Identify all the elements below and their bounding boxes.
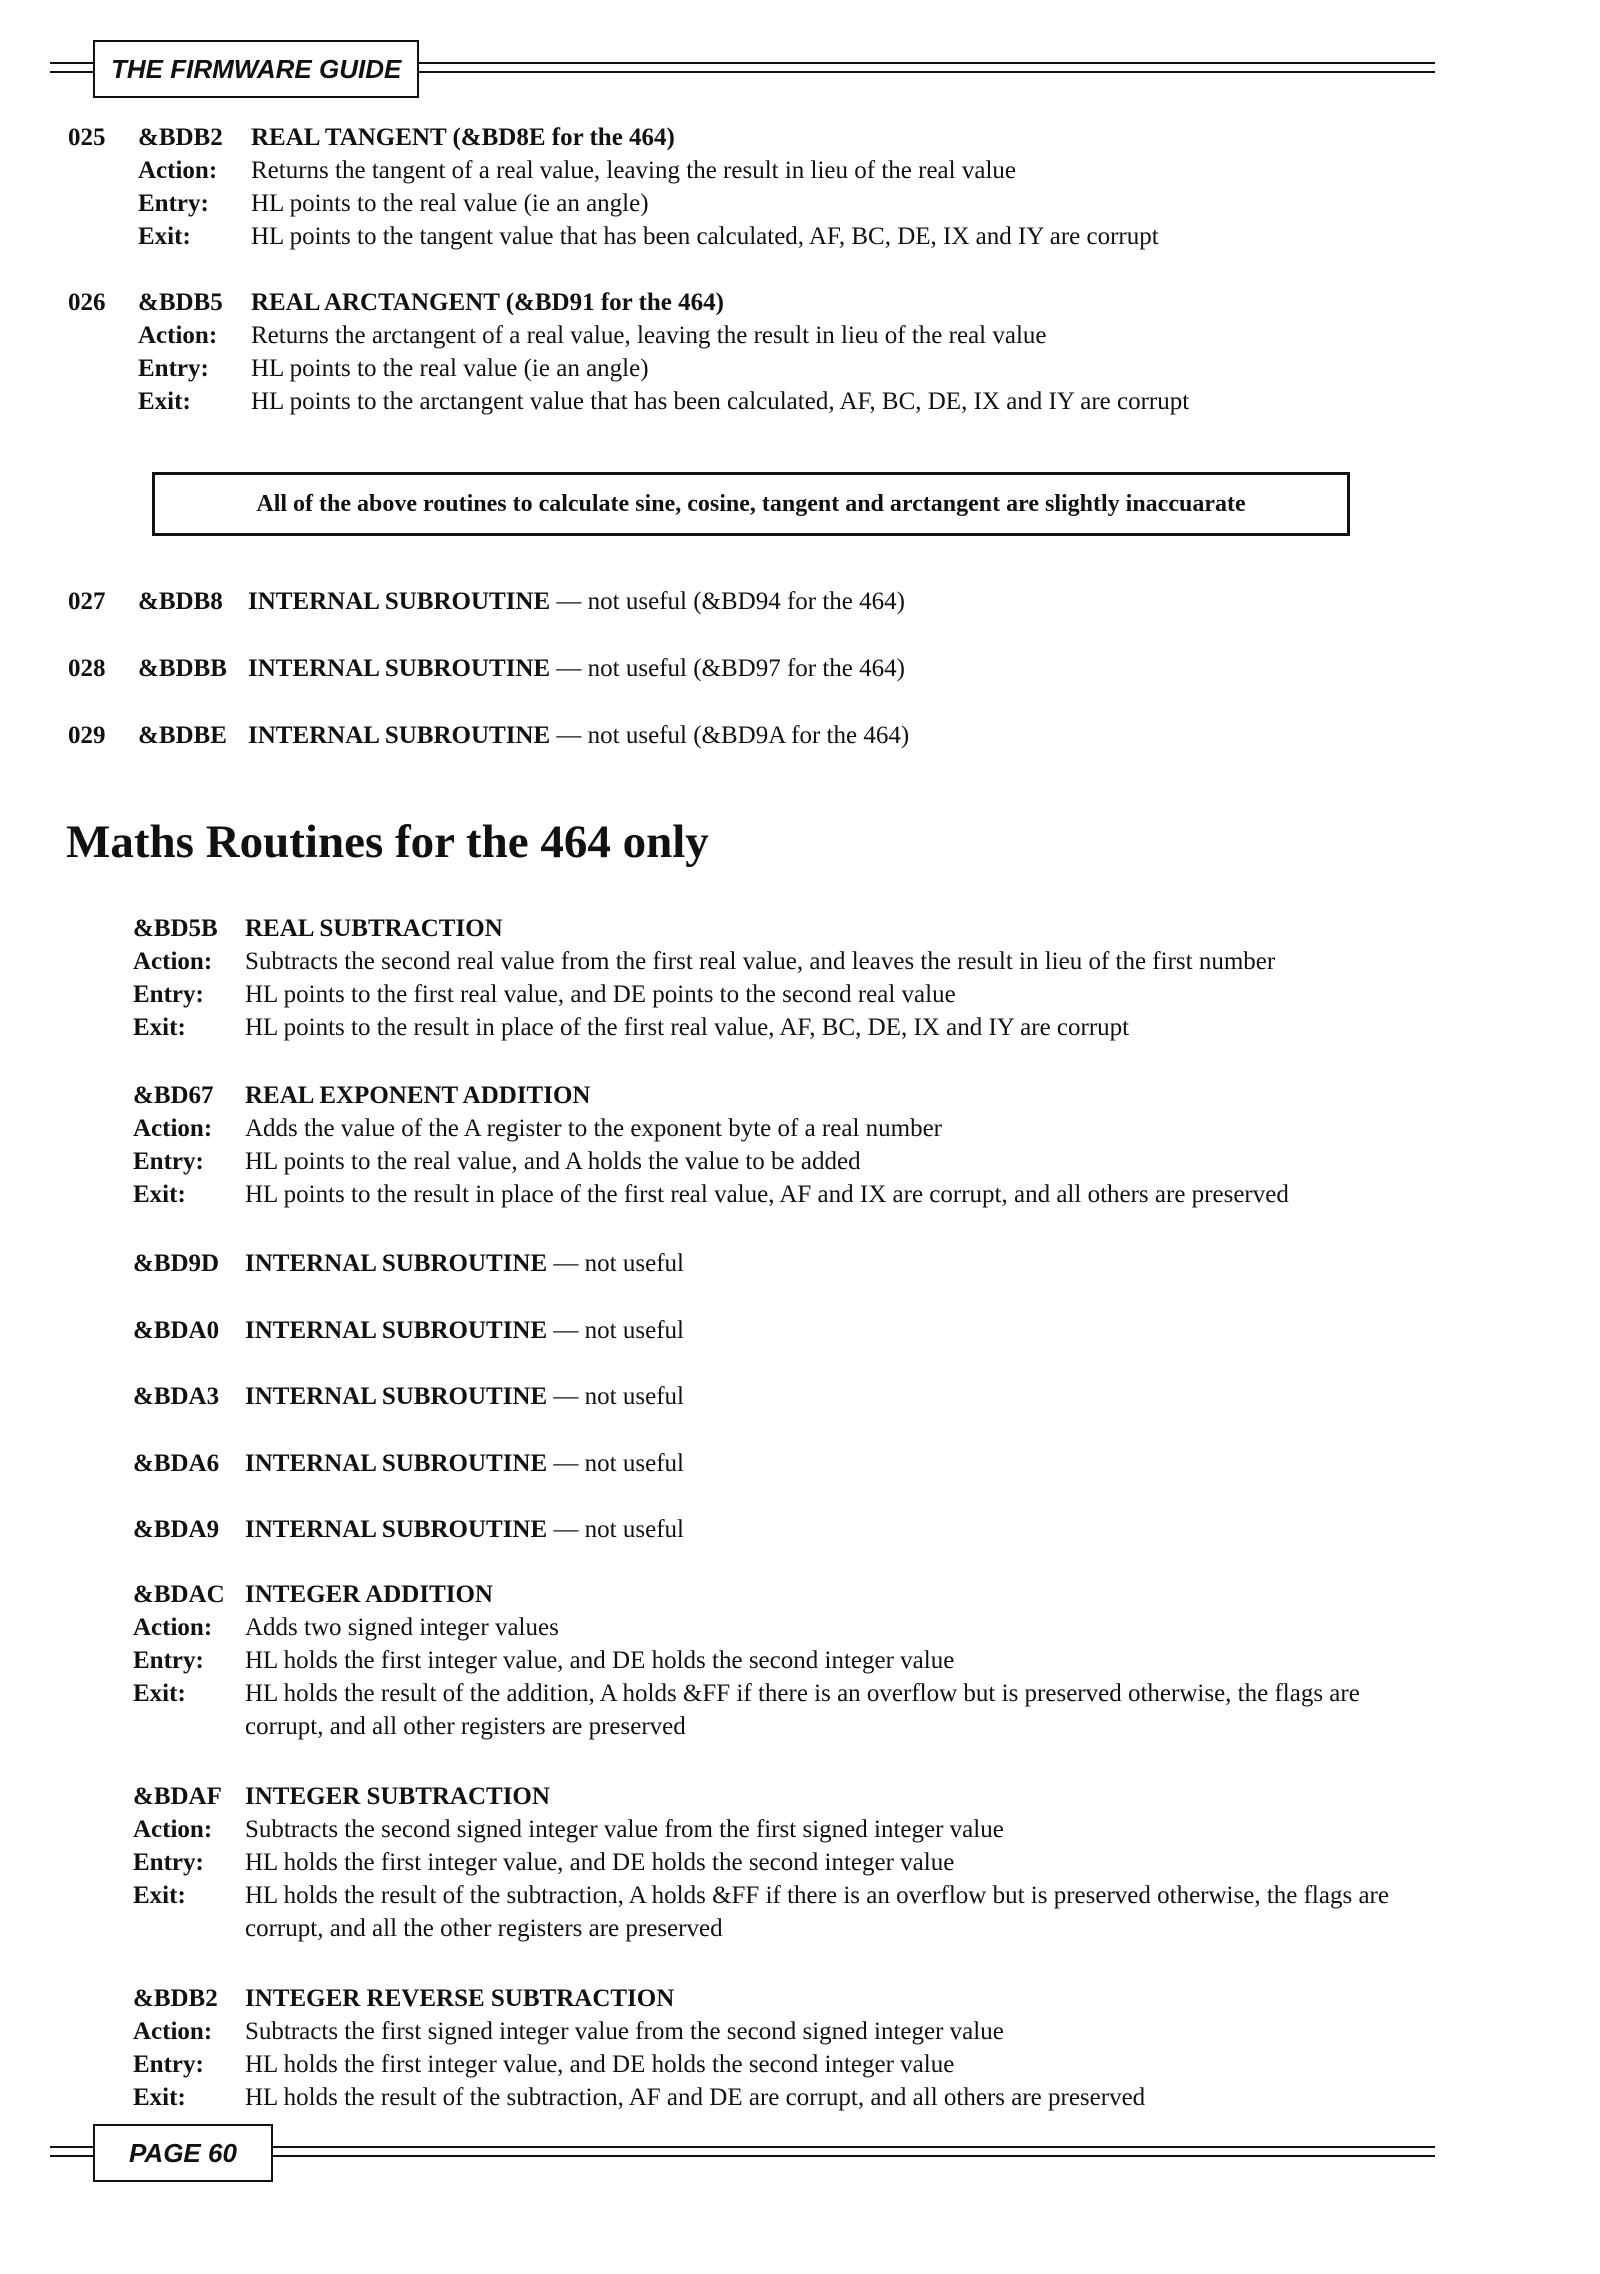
action-label: Action: (138, 157, 218, 184)
entry-text: HL holds the first integer value, and DE holds the second integer value (245, 2051, 955, 2078)
action-label: Action: (138, 322, 218, 349)
entry-bd67 (133, 1079, 1443, 1211)
entry-text: HL points to the first real value, and DE points to the second real value (245, 981, 956, 1008)
exit-label: Exit: (138, 223, 191, 250)
action-text: Returns the arctangent of a real value, leaving the result in lieu of the real value (251, 322, 1047, 349)
exit-label: Exit: (133, 2084, 186, 2111)
entry-title: REAL SUBTRACTION (245, 915, 503, 942)
entry-title: INTEGER ADDITION (245, 1581, 493, 1608)
entry-address: &BD5B (133, 915, 218, 942)
header-title: THE FIRMWARE GUIDE (93, 40, 419, 98)
entry-title: INTERNAL SUBROUTINE — not useful (245, 1450, 684, 1477)
entry-label: Entry: (133, 1849, 204, 1876)
entry-text: HL holds the first integer value, and DE holds the second integer value (245, 1647, 955, 1674)
exit-label: Exit: (138, 388, 191, 415)
entry-label: Entry: (133, 2051, 204, 2078)
entry-title: INTEGER SUBTRACTION (245, 1783, 550, 1810)
entry-note: — not useful (553, 1383, 684, 1410)
action-label: Action: (133, 1614, 213, 1641)
entry-address: &BDAC (133, 1581, 225, 1608)
entry-address: &BD67 (133, 1082, 214, 1109)
entry-number: 028 (68, 655, 106, 682)
action-text: Returns the tangent of a real value, leaving the result in lieu of the real value (251, 157, 1016, 184)
entry-026 (68, 286, 1438, 418)
entry-title: INTERNAL SUBROUTINE — not useful (245, 1317, 684, 1344)
action-text: Adds the value of the A register to the exponent byte of a real number (245, 1115, 943, 1142)
entry-bd5b (133, 912, 1443, 1044)
entry-note: — not useful (553, 1450, 684, 1477)
action-text: Subtracts the second signed integer value from the first signed integer value (245, 1816, 1004, 1843)
entry-title: INTERNAL SUBROUTINE — not useful (&BD94 for the 464) (248, 588, 905, 615)
entry-address: &BDBB (138, 655, 227, 682)
exit-label: Exit: (133, 1680, 186, 1707)
entry-label: Entry: (138, 355, 209, 382)
entry-text: HL points to the real value (ie an angle) (251, 355, 649, 382)
entry-number: 025 (68, 124, 106, 151)
exit-text: HL holds the result of the subtraction, A holds &FF if there is an overflow but is preserved otherwise, the flags are corrupt, and all the other registers are preserved (245, 1882, 1389, 1942)
entry-title: INTERNAL SUBROUTINE — not useful (245, 1383, 684, 1410)
entry-note: — not useful (&BD9A for the 464) (556, 722, 910, 749)
entry-title: REAL EXPONENT ADDITION (245, 1082, 591, 1109)
entry-address: &BDB5 (138, 289, 223, 316)
action-label: Action: (133, 948, 213, 975)
entry-note: — not useful (&BD97 for the 464) (556, 655, 905, 682)
exit-label: Exit: (133, 1181, 186, 1208)
action-text: Subtracts the second real value from the first real value, and leaves the result in lieu of the first number (245, 948, 1276, 975)
entry-label: Entry: (133, 1148, 204, 1175)
entry-label: Entry: (133, 981, 204, 1008)
entry-025 (68, 121, 1438, 253)
entry-address: &BDB2 (133, 1985, 218, 2012)
entry-address: &BDA3 (133, 1383, 220, 1410)
entry-title: REAL TANGENT (&BD8E for the 464) (251, 124, 675, 151)
exit-text: HL holds the result of the addition, A holds &FF if there is an overflow but is preserved otherwise, the flags are corrupt, and all other registers are preserved (245, 1680, 1360, 1740)
exit-label: Exit: (133, 1882, 186, 1909)
action-label: Action: (133, 1115, 213, 1142)
exit-label: Exit: (133, 1014, 186, 1041)
exit-text: HL points to the arctangent value that has been calculated, AF, BC, DE, IX and IY are corrupt (251, 388, 1190, 415)
section-heading: Maths Routines for the 464 only (66, 816, 709, 868)
entry-label: Entry: (133, 1647, 204, 1674)
action-label: Action: (133, 1816, 213, 1843)
entry-address: &BDA0 (133, 1317, 220, 1344)
page-header (50, 40, 1435, 98)
entry-address: &BDB2 (138, 124, 223, 151)
entry-title: REAL ARCTANGENT (&BD91 for the 464) (251, 289, 724, 316)
entry-bdb2-integer (133, 1982, 1443, 2114)
entry-bdac (133, 1578, 1443, 1743)
warning-box: All of the above routines to calculate sine, cosine, tangent and arctangent are slightly inaccuarate (152, 472, 1350, 536)
entry-text: HL holds the first integer value, and DE holds the second integer value (245, 1849, 955, 1876)
entry-address: &BDA9 (133, 1516, 220, 1543)
entry-address: &BDAF (133, 1783, 222, 1810)
entry-title: INTERNAL SUBROUTINE — not useful (245, 1250, 684, 1277)
entry-number: 026 (68, 289, 106, 316)
action-text: Adds two signed integer values (245, 1614, 559, 1641)
page-number: PAGE 60 (93, 2124, 273, 2182)
entry-text: HL points to the real value (ie an angle) (251, 190, 649, 217)
entry-note: — not useful (553, 1516, 684, 1543)
action-label: Action: (133, 2018, 213, 2045)
exit-text: HL holds the result of the subtraction, AF and DE are corrupt, and all others are preserved (245, 2084, 1146, 2111)
entry-title: INTERNAL SUBROUTINE — not useful (&BD9A for the 464) (248, 722, 910, 749)
entry-address: &BDB8 (138, 588, 223, 615)
entry-address: &BDBE (138, 722, 227, 749)
entry-text: HL points to the real value, and A holds the value to be added (245, 1148, 861, 1175)
entry-number: 029 (68, 722, 106, 749)
page-footer (50, 2124, 1435, 2182)
entry-title: INTERNAL SUBROUTINE — not useful (245, 1516, 684, 1543)
entry-title: INTERNAL SUBROUTINE — not useful (&BD97 for the 464) (248, 655, 905, 682)
entry-address: &BD9D (133, 1250, 220, 1277)
entry-note: — not useful (553, 1250, 684, 1277)
entry-address: &BDA6 (133, 1450, 220, 1477)
entry-title-note: (&BD91 for the 464) (505, 289, 724, 316)
entry-title-note: (&BD8E for the 464) (452, 124, 675, 151)
exit-text: HL points to the result in place of the first real value, AF, BC, DE, IX and IY are corrupt (245, 1014, 1130, 1041)
action-text: Subtracts the first signed integer value from the second signed integer value (245, 2018, 1004, 2045)
entry-note: — not useful (553, 1317, 684, 1344)
entry-label: Entry: (138, 190, 209, 217)
entry-title: INTEGER REVERSE SUBTRACTION (245, 1985, 675, 2012)
exit-text: HL points to the result in place of the first real value, AF and IX are corrupt, and all others are preserved (245, 1181, 1289, 1208)
entry-bdaf (133, 1780, 1443, 1945)
exit-text: HL points to the tangent value that has been calculated, AF, BC, DE, IX and IY are corrupt (251, 223, 1159, 250)
entry-note: — not useful (&BD94 for the 464) (556, 588, 905, 615)
entry-number: 027 (68, 588, 106, 615)
